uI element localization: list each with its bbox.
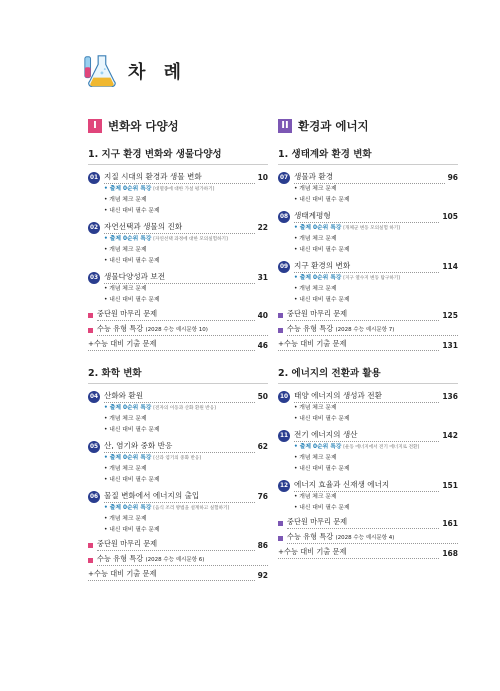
sub-item bbox=[104, 256, 268, 267]
sub-item-label: • 내신 대비 필수 문제 bbox=[294, 197, 350, 203]
toc-entry[interactable] bbox=[278, 210, 458, 223]
special-lecture-hint: [대멸종에 대한 가설 평가하기] bbox=[153, 187, 215, 192]
topic-number-badge: 08 bbox=[278, 211, 290, 223]
review-note: (2028 수능 예시문항 7) bbox=[335, 327, 395, 333]
sub-item bbox=[294, 492, 458, 503]
topic-title: 물질 변화에서 에너지의 출입 bbox=[104, 490, 255, 503]
sub-item-label: • 개념 체크 문제 bbox=[294, 186, 337, 192]
sub-item bbox=[104, 206, 268, 217]
special-lecture-hint: [운동 에너지에서 전기 에너지로 전환] bbox=[343, 445, 420, 450]
page-number: 50 bbox=[257, 392, 268, 401]
review-title bbox=[88, 339, 255, 351]
bullet-square bbox=[278, 313, 283, 318]
review-label: 중단원 마무리 문제 bbox=[287, 309, 348, 318]
topic-title: 에너지 효율과 신재생 에너지 bbox=[294, 479, 439, 492]
review-entry[interactable] bbox=[278, 532, 458, 544]
section-spacer bbox=[278, 351, 458, 365]
sub-item-label: • 내신 대비 필수 문제 bbox=[104, 208, 160, 214]
sub-item-label: • 개념 체크 문제 bbox=[294, 405, 337, 411]
special-lecture-hint: [지구 열수지 변동 탐구하기] bbox=[343, 276, 401, 281]
sub-item bbox=[104, 184, 268, 195]
topic-number-badge: 10 bbox=[278, 391, 290, 403]
sub-item bbox=[104, 514, 268, 525]
sub-item bbox=[294, 195, 458, 206]
topic-title: 지질 시대의 환경과 생물 변화 bbox=[104, 171, 255, 184]
sub-item bbox=[294, 284, 458, 295]
sub-item-label: • 개념 체크 문제 bbox=[104, 247, 147, 253]
sub-item-label: • 내신 대비 필수 문제 bbox=[104, 527, 160, 533]
part-title: 환경과 에너지 bbox=[298, 119, 369, 133]
review-entry[interactable] bbox=[278, 547, 458, 559]
sub-item-label: • 개념 체크 문제 bbox=[104, 197, 147, 203]
page-header bbox=[82, 52, 187, 90]
sub-item bbox=[104, 403, 268, 414]
review-title bbox=[278, 339, 439, 351]
review-label: 수능 유형 특강 bbox=[287, 324, 334, 333]
section-title: 1. 생태계와 환경 변화 bbox=[278, 146, 458, 165]
page-number: 76 bbox=[257, 492, 268, 501]
topic-title: 생물과 환경 bbox=[294, 171, 445, 184]
review-entry[interactable] bbox=[278, 309, 458, 321]
part-heading bbox=[88, 118, 268, 134]
page-number: 31 bbox=[257, 273, 268, 282]
page-number: 46 bbox=[257, 340, 268, 350]
sub-item-label: • 내신 대비 필수 문제 bbox=[104, 477, 160, 483]
part-number-badge: II bbox=[278, 119, 292, 133]
review-title bbox=[97, 309, 255, 321]
sub-item-label: • 내신 대비 필수 문제 bbox=[294, 505, 350, 511]
page-number: 10 bbox=[257, 173, 268, 182]
sub-item bbox=[294, 295, 458, 306]
special-lecture-hint: [개체군 변동 모의실험 하기] bbox=[343, 226, 401, 231]
review-note: (2028 수능 예시문항 6) bbox=[145, 557, 205, 563]
topic-number-badge: 11 bbox=[278, 430, 290, 442]
sub-item-label: • 개념 체크 문제 bbox=[104, 416, 147, 422]
sub-item bbox=[294, 464, 458, 475]
special-lecture-hint: [음식 조리 방법을 설계하고 실험하기] bbox=[153, 506, 230, 511]
review-label: +수능 대비 기출 문제 bbox=[88, 339, 157, 348]
review-entry[interactable] bbox=[278, 339, 458, 351]
special-lecture-hint: [산과 염기의 중화 반응] bbox=[153, 456, 202, 461]
sub-item-label: • 내신 대비 필수 문제 bbox=[294, 297, 350, 303]
section-title: 2. 에너지의 전환과 활용 bbox=[278, 365, 458, 384]
sub-item bbox=[294, 273, 458, 284]
section-title: 2. 화학 변화 bbox=[88, 365, 268, 384]
bullet-square bbox=[278, 328, 283, 333]
part-heading bbox=[278, 118, 458, 134]
section-spacer bbox=[88, 351, 268, 365]
sub-item bbox=[294, 414, 458, 425]
page-number: 114 bbox=[442, 262, 458, 271]
sub-item-label: • 내신 대비 필수 문제 bbox=[294, 247, 350, 253]
toc-entry[interactable] bbox=[278, 479, 458, 492]
toc-entry[interactable] bbox=[88, 440, 268, 453]
review-title bbox=[287, 309, 439, 321]
page-number: 125 bbox=[442, 310, 458, 320]
bullet-square bbox=[88, 543, 93, 548]
review-label: 중단원 마무리 문제 bbox=[97, 539, 158, 548]
review-entry[interactable] bbox=[88, 339, 268, 351]
review-title bbox=[287, 532, 458, 544]
sub-item bbox=[294, 234, 458, 245]
toc-entry[interactable] bbox=[278, 260, 458, 273]
topic-number-badge: 06 bbox=[88, 491, 100, 503]
review-label: +수능 대비 기출 문제 bbox=[278, 547, 347, 556]
review-entry[interactable] bbox=[88, 554, 268, 566]
special-lecture-label: • 출제 0순위 특강 bbox=[104, 505, 152, 511]
sub-item bbox=[104, 453, 268, 464]
topic-title: 생물다양성과 보전 bbox=[104, 271, 255, 284]
special-lecture-hint: [전자의 이동과 산화 환원 반응] bbox=[153, 406, 216, 411]
topic-title: 산, 염기와 중화 반응 bbox=[104, 440, 255, 453]
bullet-square bbox=[88, 328, 93, 333]
review-entry[interactable] bbox=[88, 309, 268, 321]
sub-item-label: • 개념 체크 문제 bbox=[104, 286, 147, 292]
special-lecture-label: • 출제 0순위 특강 bbox=[104, 186, 152, 192]
review-note: (2028 수능 예시문항 10) bbox=[145, 327, 208, 333]
sub-item-label: • 개념 체크 문제 bbox=[294, 236, 337, 242]
review-label: 중단원 마무리 문제 bbox=[97, 309, 158, 318]
review-title bbox=[278, 547, 439, 559]
sub-item bbox=[294, 403, 458, 414]
toc-entry[interactable] bbox=[88, 171, 268, 184]
bullet-square bbox=[278, 521, 283, 526]
page-number: 22 bbox=[257, 223, 268, 232]
sub-item-label: • 개념 체크 문제 bbox=[294, 455, 337, 461]
review-title bbox=[88, 569, 255, 581]
special-lecture-label: • 출제 0순위 특강 bbox=[294, 225, 342, 231]
right-column bbox=[278, 118, 458, 559]
sub-item-label: • 내신 대비 필수 문제 bbox=[104, 297, 160, 303]
sub-item bbox=[294, 223, 458, 234]
sub-item bbox=[294, 442, 458, 453]
sub-item bbox=[294, 184, 458, 195]
page-number: 40 bbox=[257, 310, 268, 320]
topic-number-badge: 09 bbox=[278, 261, 290, 273]
sub-item-label: • 내신 대비 필수 문제 bbox=[294, 416, 350, 422]
special-lecture-label: • 출제 0순위 특강 bbox=[104, 455, 152, 461]
toc-entry[interactable] bbox=[278, 429, 458, 442]
review-label: 수능 유형 특강 bbox=[97, 324, 144, 333]
review-entry[interactable] bbox=[278, 517, 458, 529]
sub-item bbox=[104, 525, 268, 536]
sub-item bbox=[104, 414, 268, 425]
sub-item bbox=[104, 425, 268, 436]
sub-item-label: • 개념 체크 문제 bbox=[294, 286, 337, 292]
page-number: 136 bbox=[442, 392, 458, 401]
special-lecture-label: • 출제 0순위 특강 bbox=[104, 236, 152, 242]
review-label: 중단원 마무리 문제 bbox=[287, 517, 348, 526]
page-number: 168 bbox=[442, 548, 458, 558]
page-number: 142 bbox=[442, 431, 458, 440]
sub-item bbox=[104, 295, 268, 306]
bullet-square bbox=[88, 313, 93, 318]
review-title bbox=[97, 539, 255, 551]
sub-item bbox=[104, 195, 268, 206]
toc-entry[interactable] bbox=[88, 490, 268, 503]
topic-number-badge: 02 bbox=[88, 222, 100, 234]
review-label: 수능 유형 특강 bbox=[287, 532, 334, 541]
flask-icon bbox=[82, 52, 120, 90]
page-number: 151 bbox=[442, 481, 458, 490]
page-number: 161 bbox=[442, 518, 458, 528]
left-column bbox=[88, 118, 268, 581]
sub-item-label: • 내신 대비 필수 문제 bbox=[104, 258, 160, 264]
sub-item bbox=[294, 245, 458, 256]
page-number: 62 bbox=[257, 442, 268, 451]
topic-title: 태양 에너지의 생성과 전환 bbox=[294, 390, 439, 403]
part-number-badge: I bbox=[88, 119, 102, 133]
review-label: +수능 대비 기출 문제 bbox=[88, 569, 157, 578]
topic-number-badge: 05 bbox=[88, 441, 100, 453]
sub-item bbox=[294, 503, 458, 514]
sub-item bbox=[104, 234, 268, 245]
review-title bbox=[97, 324, 268, 336]
toc-entry[interactable] bbox=[278, 171, 458, 184]
special-lecture-label: • 출제 0순위 특강 bbox=[104, 405, 152, 411]
topic-number-badge: 03 bbox=[88, 272, 100, 284]
topic-number-badge: 01 bbox=[88, 172, 100, 184]
toc-entry[interactable] bbox=[88, 271, 268, 284]
sub-item bbox=[104, 245, 268, 256]
section-title: 1. 지구 환경 변화와 생물다양성 bbox=[88, 146, 268, 165]
special-lecture-label: • 출제 0순위 특강 bbox=[294, 444, 342, 450]
review-title bbox=[287, 324, 458, 336]
topic-title: 산화와 환원 bbox=[104, 390, 255, 403]
sub-item-label: • 내신 대비 필수 문제 bbox=[294, 466, 350, 472]
bullet-square bbox=[88, 558, 93, 563]
page-number: 131 bbox=[442, 340, 458, 350]
sub-item bbox=[104, 475, 268, 486]
bullet-square bbox=[278, 536, 283, 541]
page-number: 92 bbox=[257, 570, 268, 580]
sub-item-label: • 개념 체크 문제 bbox=[104, 466, 147, 472]
sub-item bbox=[104, 503, 268, 514]
sub-item-label: • 개념 체크 문제 bbox=[104, 516, 147, 522]
review-entry[interactable] bbox=[88, 324, 268, 336]
page-title: 차 례 bbox=[128, 62, 188, 83]
review-title bbox=[97, 554, 268, 566]
review-entry[interactable] bbox=[88, 569, 268, 581]
part-title: 변화와 다양성 bbox=[108, 119, 179, 133]
topic-number-badge: 12 bbox=[278, 480, 290, 492]
topic-title: 지구 환경의 변화 bbox=[294, 260, 439, 273]
special-lecture-hint: [자연선택 과정에 대한 모의실험하기] bbox=[153, 237, 228, 242]
sub-item-label: • 개념 체크 문제 bbox=[294, 494, 337, 500]
review-entry[interactable] bbox=[278, 324, 458, 336]
sub-item bbox=[104, 464, 268, 475]
sub-item bbox=[104, 284, 268, 295]
review-label: 수능 유형 특강 bbox=[97, 554, 144, 563]
page-number: 86 bbox=[257, 540, 268, 550]
sub-item bbox=[294, 453, 458, 464]
review-note: (2028 수능 예시문항 4) bbox=[335, 535, 395, 541]
toc-entry[interactable] bbox=[278, 390, 458, 403]
topic-title: 전기 에너지의 생산 bbox=[294, 429, 439, 442]
sub-item-label: • 내신 대비 필수 문제 bbox=[104, 427, 160, 433]
topic-title: 자연선택과 생물의 진화 bbox=[104, 221, 255, 234]
topic-number-badge: 04 bbox=[88, 391, 100, 403]
topic-title: 생태계평형 bbox=[294, 210, 439, 223]
page-number: 105 bbox=[442, 212, 458, 221]
review-entry[interactable] bbox=[88, 539, 268, 551]
review-label: +수능 대비 기출 문제 bbox=[278, 339, 347, 348]
special-lecture-label: • 출제 0순위 특강 bbox=[294, 275, 342, 281]
page-number: 96 bbox=[447, 173, 458, 182]
review-title bbox=[287, 517, 439, 529]
toc-entry[interactable] bbox=[88, 221, 268, 234]
toc-entry[interactable] bbox=[88, 390, 268, 403]
topic-number-badge: 07 bbox=[278, 172, 290, 184]
